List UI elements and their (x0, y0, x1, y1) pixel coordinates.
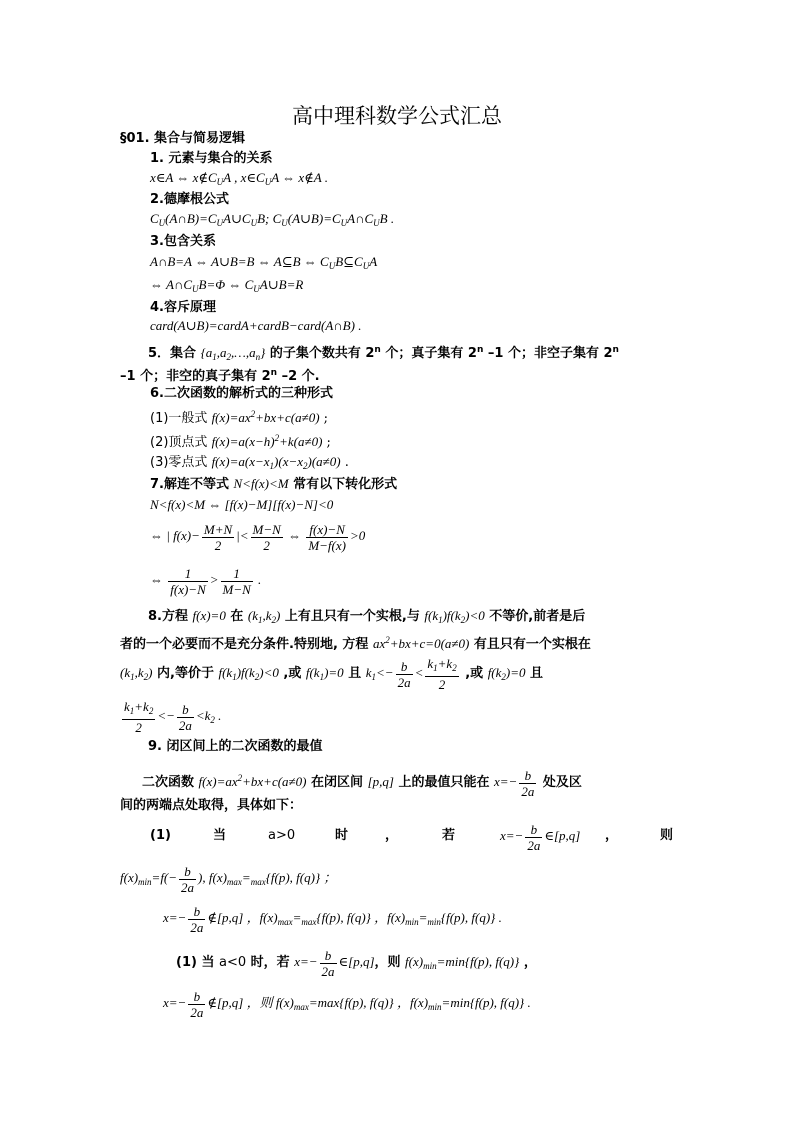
case-1-line-2: $f(x)_{min}=f(-$ $\frac{b}{2a}$ ), $f(x)_{max}=_{max}\{f(p)$, f(q)} ； (120, 863, 337, 895)
formula-7b: ⇔ | f(x)− $\frac{M+N}{2}$ |< $\frac{M-N}{2}$ ⇔ $\frac{f(x)-N}{M-f(x)}$ >0 (150, 521, 366, 553)
case-1-line-3: x=− $\frac{b}{2a}$ ∉[p,q] ，$f(x)_{max}=_{max}\{f(p)$, f(q)} ，$f(x)_{min}=_{min}\{f(p)$, f(q)} . (163, 903, 502, 935)
formula-7c: ⇔ $\frac{1}{f(x)-N}$ > $\frac{1}{M-N}$ . (150, 565, 262, 597)
page-title: 高中理科数学公式汇总 (292, 104, 502, 128)
formula-7a: N<f(x)<M ⇔ [f(x)−M][f(x)−N]<0 (150, 497, 334, 512)
formula-3a: A∩B=A ⇔ A∪B=B ⇔ A⊆B ⇔ $C_UB⊆C_UA$ (150, 254, 378, 271)
heading-2: 2.德摩根公式 (150, 192, 229, 207)
item-5-line-2: –1 个；非空的真子集有 2$^n$ –2 个. (120, 368, 320, 384)
formula-6a: (1)一般式 $f(x)=ax^2+bx+c(a\ne 0)$ ; (150, 409, 329, 426)
item-9-line-1: 二次函数 $f(x)=ax^2+bx+c(a\ne 0)$ 在闭区间 [p,q] 上的最值只能在 x=− $\frac{b}{2a}$ 处及区 (142, 767, 582, 799)
formula-4: card(A∪B)=cardA+cardB−card(A∩B) . (150, 318, 362, 333)
heading-4: 4.容斥原理 (150, 300, 216, 315)
item-8-line-2: 者的一个必要而不是充分条件.特别地, 方程 $ax^2+bx+c=0(a\ne 0)$ 有且只有一个实根在 (120, 635, 591, 652)
formula-6c: (3)零点式 $f(x)=a(x-x_1)(x-x_2)(a\ne 0)$ . (150, 454, 349, 471)
formula-3b: ⇔ $A\cap C_UB=\Phi$ ⇔ $C_UA\cup B=R$ (150, 277, 304, 294)
case-2-line-2: x=− $\frac{b}{2a}$ ∉[p,q] ，则 $f(x)_{max}=\max\{f(p)$, f(q)} ，$f(x)_{min}=\min\{f(p)$, f(q)} . (163, 988, 531, 1020)
formula-1: x∈A ⇔ $x\notin C_UA$ , $x\in C_UA$ ⇔ x∉A . (150, 170, 329, 187)
case-2-line-1: (1) 当 a<0 时，若 x=− $\frac{b}{2a}$ ∈[p,q]，则 $f(x)_{min}=\min\{f(p)$, f(q)} ， (176, 947, 537, 979)
heading-6: 6.二次函数的解析式的三种形式 (150, 386, 333, 401)
heading-9: 9. 闭区间上的二次函数的最值 (148, 739, 323, 754)
item-9-line-2: 间的两端点处取得，具体如下： (120, 798, 303, 813)
item-8-line-1: 8.方程 f(x)=0 在 $(k_1,k_2)$ 上有且只有一个实根,与 $f(k_1)f(k_2)<0$ 不等价,前者是后 (148, 608, 586, 625)
section-heading: §01. 集合与简易逻辑 (120, 131, 246, 146)
heading-1: 1. 元素与集合的关系 (150, 151, 273, 166)
heading-3: 3.包含关系 (150, 234, 216, 249)
formula-6b: (2)顶点式 $f(x)=a(x-h)^2+k(a\ne 0)$ ; (150, 433, 331, 450)
item-5-line-1: 5．集合 $\{a_1,a_2,\dots,a_n\}$ 的子集个数共有 2$^n$ 个；真子集有 2$^n$ –1 个；非空子集有 2$^n$ (148, 345, 619, 362)
heading-7: 7.解连不等式 N<f(x)<M 常有以下转化形式 (150, 476, 398, 492)
item-8-line-4: $\frac{k_1+k_2}{2}$ <− $\frac{b}{2a}$ $<k_2$ . (124, 699, 222, 736)
formula-2: $C_U(A\cap B)=C_UA\cup C_UB$; $C_U(A\cup B)=C_UA\cap C_UB$ . (150, 211, 395, 228)
item-8-line-3: $(k_1,k_2)$ 内,等价于 $f(k_1)f(k_2)<0$ ,或 $f(k_1)=0$ 且 $k_1<-$ $\frac{b}{2a}$ < $\frac{k_1+k_2}{2}$ ,或 $f(k_2)=0$ 且 (120, 656, 544, 693)
